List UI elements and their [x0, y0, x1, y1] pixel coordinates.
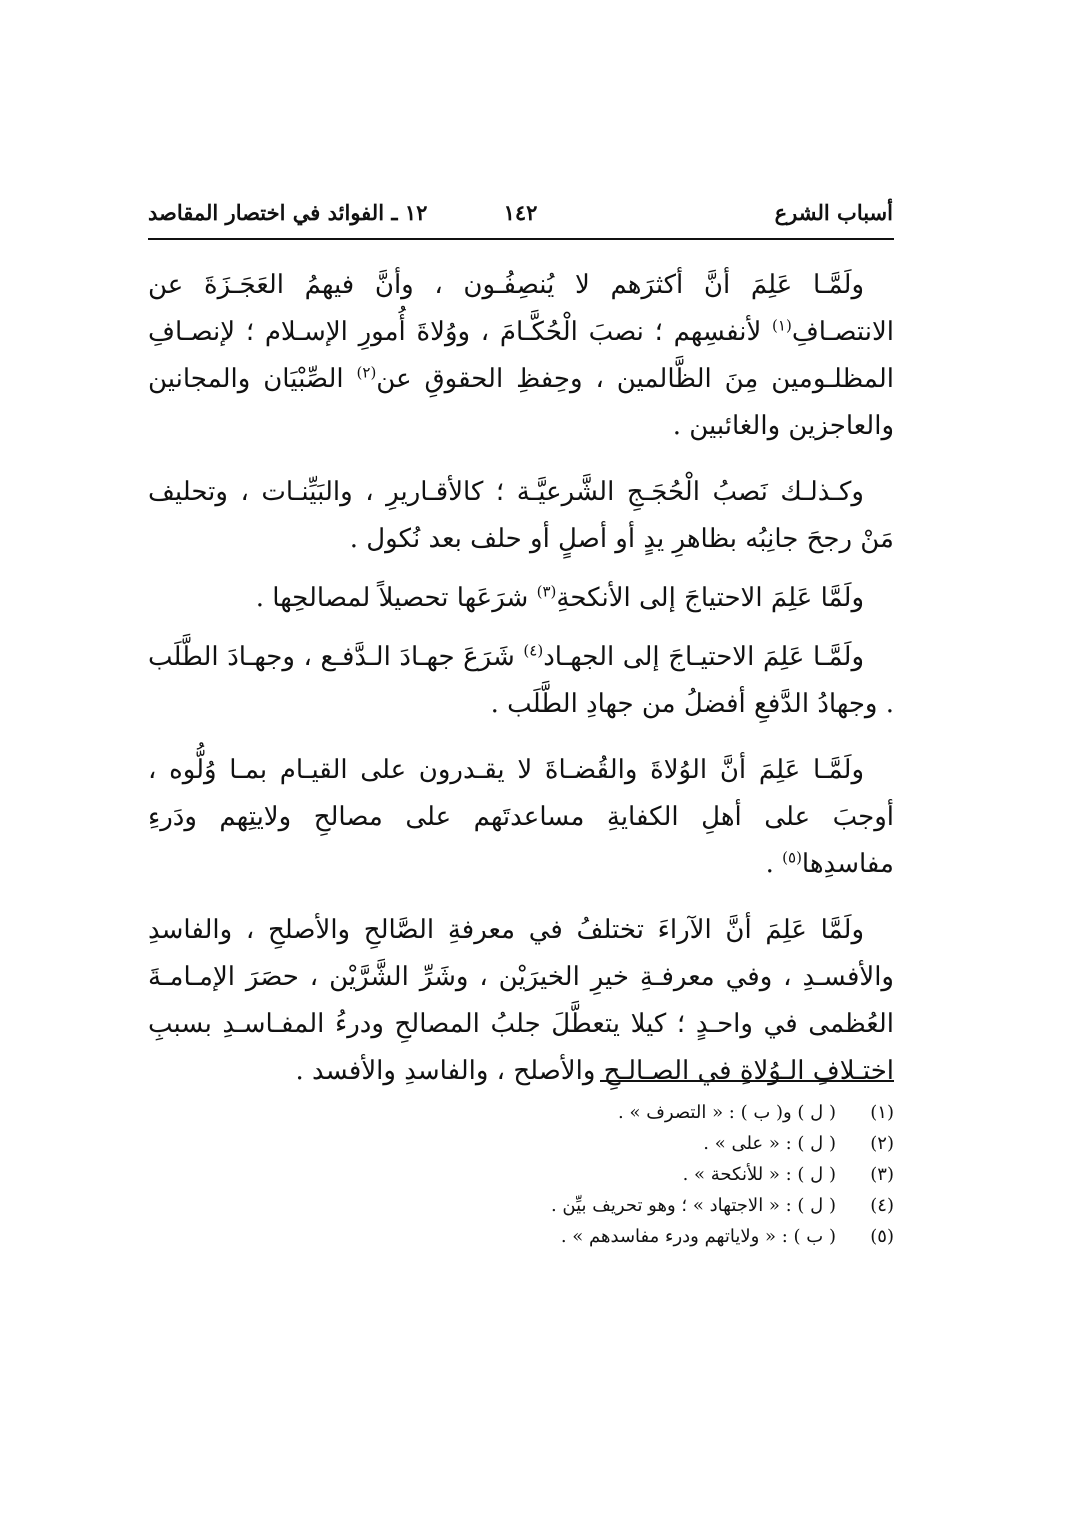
footnote: [148, 1190, 894, 1221]
header-book-title: أسباب الشرع: [774, 200, 893, 225]
page-number: ١٤٢: [503, 200, 538, 225]
footnote-number: (٥): [870, 1226, 894, 1247]
header-chapter-title: ١٢ ـ الفوائد في اختصار المقاصد: [148, 200, 428, 225]
footnote-text: ( ل ) و( ب ) : « التصرف » .: [618, 1102, 836, 1123]
footnote-number: (٣): [870, 1164, 894, 1185]
paragraph: ولَمَّـا عَلِمَ الاحتيـاجَ إلى الجهـاد$^{(٤)}$ شَرَعَ جهـادَ الـدَّفـع ، وجهـادَ الطَّلَب . وجهادُ الدَّفعِ أفضلُ من جهادِ الطَّلَب .: [148, 641, 894, 719]
footnote-ref: (٤): [523, 641, 544, 660]
footnote-text: ( ل ) : « للأنكحة » .: [682, 1164, 836, 1185]
footnote-number: (١): [870, 1102, 894, 1123]
footnote: [148, 1159, 894, 1190]
paragraph: ولَمَّـا عَلِمَ أنَّ الوُلاةَ والقُضـاةَ لا يقـدرون على القيـام بمـا وُلُّوه ، أوجبَ على أهلِ الكفايةِ مساعدتَهم على مصالحِ ولايتِهم ودَرءِ مفاسدِها$^{(٥)}$ .: [148, 755, 894, 879]
footnote-ref: (١): [772, 316, 792, 335]
footnote: [148, 1221, 894, 1252]
running-header: [148, 200, 893, 234]
footnote-divider: [600, 1080, 894, 1082]
footnote: [148, 1128, 894, 1159]
footnotes: [148, 1097, 894, 1252]
footnote: [148, 1097, 894, 1128]
footnote-text: ( ب ) : « ولاياتهم ودرء مفاسدهم » .: [560, 1226, 836, 1247]
paragraph: ولَمَّـا عَلِمَ أنَّ أكثرَهم لا يُنصِفُـون ، وأنَّ فيهمُ العَجَـزَةَ عن الانتصـافِ$^{(١)}$ لأنفسِهم ؛ نصبَ الْحُكَّـامَ ، ووُلاةَ أُمورِ الإسـلام ؛ لإنصـافِ المظلـومين مِنَ الظَّالمين ، وحِفظِ الحقوقِ عن$^{(٢)}$ الصِّبْيَان والمجانين والعاجزين والغائبين .: [148, 270, 894, 441]
footnote-number: (٢): [870, 1133, 894, 1154]
footnote-ref: (٥): [782, 848, 802, 867]
paragraph: ولَمَّا عَلِمَ أنَّ الآراءَ تختلفُ في معرفةِ الصَّالحِ والأصلحِ ، والفاسدِ والأفسـدِ ، وفي معرفـةِ خيرِ الخيرَيْن ، وشَرِّ الشَّرَّيْن ، حصَرَ الإمـامـةَ العُظمى في واحـدٍ ؛ كيلا يتعطَّلَ جلبُ المصالحِ ودرءُ المفـاسـدِ بسببِ اختـلافِ الـوُلاةِ في الصـالـحِ والأصلح ، والفاسدِ والأفسد .: [148, 915, 894, 1086]
paragraph: ولَمَّا عَلِمَ الاحتياجَ إلى الأنكحةِ$^{(٣)}$ شرَعَها تحصيلاً لمصالحِها .: [255, 582, 864, 613]
paragraph: وكـذلـك نَصبُ الْحُجَـجِ الشَّرعيَّـة ؛ كالأقـاريرِ ، والبَيِّنـات ، وتحليف مَنْ رجحَ جانِبُه بظاهرِ يدٍ أو أصلٍ أو حلف بعد نُكول .: [148, 477, 894, 554]
footnote-text: ( ل ) : « الاجتهاد » ؛ وهو تحريف بيِّن .: [550, 1195, 836, 1216]
footnote-ref: (٣): [536, 582, 557, 601]
footnote-ref: (٢): [356, 363, 377, 382]
footnote-text: ( ل ) : « على » .: [703, 1133, 836, 1154]
main-text: [148, 262, 894, 1114]
header-divider: [148, 238, 894, 240]
footnote-number: (٤): [870, 1195, 894, 1216]
